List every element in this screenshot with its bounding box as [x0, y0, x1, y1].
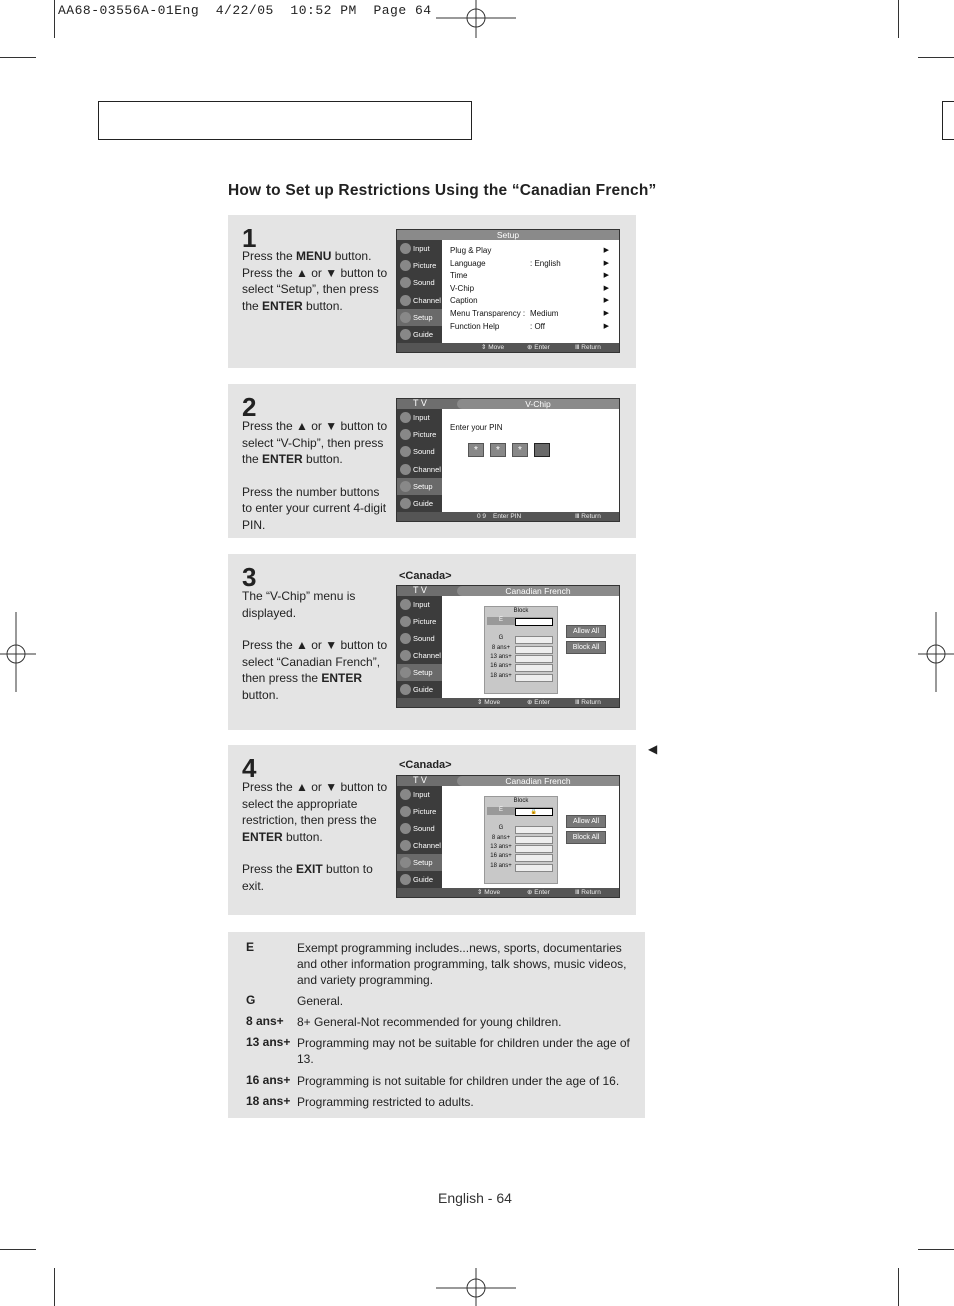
menu-item-input[interactable]: [397, 786, 442, 803]
menu-item-setup[interactable]: [397, 478, 442, 495]
menu-item-icon: [400, 667, 411, 678]
menu-item-icon: [400, 464, 411, 475]
menu-item-guide[interactable]: [397, 326, 442, 343]
rating-row[interactable]: [487, 663, 553, 671]
setup-row[interactable]: [450, 309, 611, 321]
screen-title: Canadian French: [457, 776, 619, 786]
crop-mark: [54, 0, 55, 38]
menu-item-icon: [400, 823, 411, 834]
setup-row[interactable]: [450, 284, 611, 296]
screen-title: Setup: [397, 230, 619, 240]
section-heading: How to Set up Restrictions Using the “Canadian French”: [228, 182, 657, 199]
registration-mark-icon: [918, 612, 954, 692]
menu-item-label: Sound: [413, 278, 435, 288]
menu-item-guide[interactable]: [397, 681, 442, 698]
menu-item-label: Picture: [413, 807, 437, 816]
rating-description: Programming restricted to adults.: [297, 1095, 474, 1109]
menu-item-icon: [400, 633, 411, 644]
menu-item-icon: [400, 429, 411, 440]
step-1-panel: [228, 215, 636, 368]
rating-checkbox[interactable]: [515, 655, 553, 663]
crop-mark: [918, 57, 954, 58]
arrow-right-icon: ▶: [603, 272, 609, 280]
step-2-panel: [228, 384, 636, 538]
arrow-right-icon: ▶: [603, 322, 609, 330]
setup-row-label: Language: [450, 258, 486, 268]
menu-item-icon: [400, 857, 411, 868]
setup-row[interactable]: [450, 322, 611, 334]
crop-mark: [0, 1249, 36, 1250]
menu-item-label: Guide: [413, 875, 434, 884]
rating-description: Programming may not be suitable for children under the age of 13.: [297, 1036, 630, 1066]
menu-item-label: Setup: [413, 481, 433, 491]
registration-mark-icon: [0, 612, 36, 692]
region-label: <Canada>: [399, 570, 452, 582]
rating-checkbox[interactable]: [515, 845, 553, 853]
step-3-text: The “V-Chip” menu is displayed. Press the ▲ or ▼ button to select “Canadian French”, then press the ENTER button.: [242, 589, 388, 702]
rating-checkbox[interactable]: [515, 636, 553, 644]
lock-icon[interactable]: 🔒: [515, 808, 553, 816]
chapter-title-box: [98, 101, 472, 140]
step-4-text: Press the ▲ or ▼ button to select the appropriate restriction, then press the ENTER button. Press the EXIT button to exit.: [242, 780, 388, 893]
menu-item-label: Channel: [413, 295, 441, 305]
step-4-panel: [228, 745, 636, 915]
arrow-right-icon: ▶: [603, 297, 609, 305]
rating-label: 13 ans+: [490, 653, 512, 660]
menu-item-label: Setup: [413, 858, 433, 867]
crop-mark: [898, 0, 899, 38]
setup-row-label: V-Chip: [450, 283, 475, 293]
block-all-button[interactable]: Block All: [566, 831, 606, 844]
setup-row-label: Plug & Play: [450, 246, 492, 255]
menu-item-icon: [400, 840, 411, 851]
tv-label: T V: [413, 398, 427, 408]
setup-row[interactable]: [450, 246, 611, 258]
rating-checkbox[interactable]: [515, 836, 553, 844]
menu-item-icon: [400, 650, 411, 661]
menu-item-label: Sound: [413, 447, 435, 457]
rating-row[interactable]: [487, 635, 553, 643]
screen-footer: ⇕ Move ⊕ Enter Ⅲ Return: [397, 343, 619, 352]
menu-item-input[interactable]: [397, 596, 442, 613]
setup-row[interactable]: [450, 259, 611, 271]
step-number: 4: [242, 753, 257, 783]
rating-term: G: [246, 993, 256, 1007]
menu-item-icon: [400, 498, 411, 509]
menu-item-label: Channel: [413, 464, 441, 474]
tv-screen-canadian-french: [396, 585, 620, 708]
allow-all-button[interactable]: Allow All: [566, 815, 606, 828]
rating-checkbox[interactable]: [515, 646, 553, 654]
step-number: 3: [242, 562, 257, 592]
rating-label: 13 ans+: [490, 843, 512, 850]
rating-row[interactable]: [487, 844, 553, 852]
menu-item-label: Guide: [413, 330, 434, 339]
setup-row-label: Caption: [450, 296, 478, 306]
menu-item-icon: [400, 295, 411, 306]
setup-row-label: Menu Transparency :: [450, 309, 526, 318]
menu-item-label: Input: [413, 244, 430, 253]
rating-row[interactable]: [487, 853, 553, 861]
rating-checkbox[interactable]: [515, 826, 553, 834]
crop-mark: [898, 1268, 899, 1306]
rating-description: 8+ General-Not recommended for young children.: [297, 1015, 562, 1029]
menu-item-channel[interactable]: [397, 647, 442, 664]
menu-item-label: Setup: [413, 312, 433, 322]
setup-row[interactable]: [450, 271, 611, 283]
rating-row[interactable]: [487, 807, 553, 815]
menu-item-icon: [400, 260, 411, 271]
menu-item-label: Channel: [413, 651, 441, 660]
setup-row-value: : Off: [530, 321, 545, 331]
tv-screen-setup: [396, 229, 620, 353]
menu-item-picture[interactable]: [397, 426, 442, 443]
rating-row[interactable]: [487, 654, 553, 662]
screen-footer: ⇕ Move ⊕ Enter Ⅲ Return: [397, 888, 619, 897]
rating-description: Exempt programming includes...news, sports, documentaries and other information programming, talk shows, music videos, and variety programming.: [297, 941, 627, 987]
crop-mark: [54, 1268, 55, 1306]
rating-row[interactable]: [487, 835, 553, 843]
step-1-text: Press the MENU button. Press the ▲ or ▼ button to select “Setup”, then press the ENTER button.: [242, 249, 388, 313]
setup-row-value: Medium: [530, 309, 559, 318]
rating-label: G: [498, 635, 504, 642]
rating-term: E: [246, 940, 255, 954]
menu-item-label: Picture: [413, 617, 437, 626]
tv-label: T V: [413, 585, 427, 595]
rating-term: 13 ans+: [246, 1035, 291, 1049]
menu-item-input[interactable]: [397, 409, 442, 426]
menu-item-picture[interactable]: [397, 257, 442, 274]
rating-checkbox[interactable]: [515, 664, 553, 672]
menu-item-channel[interactable]: [397, 837, 442, 854]
step-number: 1: [242, 223, 257, 253]
menu-item-label: Picture: [413, 261, 437, 271]
arrow-right-icon: ▶: [603, 310, 609, 317]
menu-item-sound[interactable]: [397, 443, 442, 460]
rating-checkbox[interactable]: [515, 618, 553, 626]
menu-item-sound[interactable]: [397, 274, 442, 291]
menu-item-sound[interactable]: [397, 630, 442, 647]
setup-row-label: Function Help: [450, 321, 500, 331]
menu-item-icon: [400, 684, 411, 695]
menu-item-label: Guide: [413, 685, 434, 694]
rating-label: 18 ans+: [490, 672, 512, 679]
page-number: English - 64: [438, 1190, 512, 1206]
menu-item-icon: [400, 312, 411, 323]
setup-row-value: : English: [530, 258, 561, 268]
rating-checkbox[interactable]: [515, 854, 553, 862]
menu-item-setup[interactable]: [397, 309, 442, 326]
rating-row[interactable]: [487, 645, 553, 653]
menu-item-icon: [400, 789, 411, 800]
rating-description: General.: [297, 994, 344, 1008]
crop-mark: [918, 1249, 954, 1250]
side-menu: [397, 409, 442, 512]
menu-item-input[interactable]: [397, 240, 442, 257]
menu-item-label: Sound: [413, 824, 435, 833]
region-label: <Canada>: [399, 759, 452, 771]
crop-mark: [0, 57, 36, 58]
menu-item-label: Picture: [413, 430, 437, 440]
menu-item-picture[interactable]: [397, 803, 442, 820]
side-menu: [397, 786, 442, 888]
menu-item-label: Sound: [413, 634, 435, 643]
rating-label: 16 ans+: [490, 853, 512, 860]
setup-list: [442, 240, 619, 343]
allow-all-button[interactable]: Allow All: [566, 625, 606, 638]
arrow-icon: ◀: [648, 742, 658, 756]
menu-item-channel[interactable]: [397, 461, 442, 478]
setup-row[interactable]: [450, 296, 611, 308]
step-number: 2: [242, 392, 257, 422]
screen-title: Canadian French: [457, 586, 619, 596]
rating-label: 8 ans+: [491, 834, 511, 841]
screen-title: V-Chip: [457, 399, 619, 409]
pin-entry: [442, 409, 619, 512]
rating-label: 16 ans+: [490, 663, 512, 670]
menu-item-icon: [400, 481, 411, 492]
menu-item-icon: [400, 329, 411, 340]
menu-item-label: Input: [413, 600, 430, 609]
pin-digit[interactable]: *: [468, 443, 484, 457]
menu-item-label: Input: [413, 790, 430, 799]
tv-screen-canadian-french-lock: [396, 775, 620, 898]
arrow-right-icon: ▶: [603, 284, 609, 292]
menu-item-icon: [400, 412, 411, 423]
block-table: [484, 606, 558, 694]
rating-label: G: [498, 825, 504, 832]
menu-item-label: Guide: [413, 499, 434, 508]
block-table: [484, 796, 558, 884]
side-menu: [397, 596, 442, 698]
rating-row[interactable]: [487, 825, 553, 833]
rating-checkbox[interactable]: [515, 864, 553, 872]
rating-term: 18 ans+: [246, 1094, 291, 1108]
rating-area: [442, 596, 619, 698]
screen-footer: ⇕ Move ⊕ Enter Ⅲ Return: [397, 698, 619, 707]
tv-screen-vchip: [396, 398, 620, 522]
menu-item-label: Setup: [413, 668, 433, 677]
tv-label: T V: [413, 775, 427, 785]
registration-mark-icon: [436, 1268, 516, 1306]
rating-label: E: [498, 617, 503, 623]
step-3-panel: [228, 554, 636, 730]
menu-item-icon: [400, 599, 411, 610]
step-2-text: Press the ▲ or ▼ button to select “V-Chip”, then press the ENTER button. Press the number buttons to enter your current 4-digit PIN.: [242, 419, 388, 532]
pin-digit[interactable]: *: [490, 443, 506, 457]
rating-description: Programming is not suitable for children under the age of 16.: [297, 1074, 620, 1088]
rating-term: 16 ans+: [246, 1073, 291, 1087]
menu-item-icon: [400, 243, 411, 254]
rating-label: 18 ans+: [490, 862, 512, 869]
rating-row[interactable]: [487, 863, 553, 871]
block-header: Block: [513, 798, 529, 804]
menu-item-setup[interactable]: [397, 664, 442, 681]
menu-item-channel[interactable]: [397, 292, 442, 309]
rating-area: [442, 786, 619, 888]
block-all-button[interactable]: Block All: [566, 641, 606, 654]
menu-item-label: Input: [413, 413, 430, 422]
side-menu: [397, 240, 442, 343]
menu-item-guide[interactable]: [397, 495, 442, 512]
pin-digit[interactable]: [534, 443, 550, 457]
menu-item-icon: [400, 806, 411, 817]
menu-item-setup[interactable]: [397, 854, 442, 871]
side-tab: [942, 101, 954, 140]
menu-item-icon: [400, 874, 411, 885]
print-header: AA68-03556A-01Eng 4/22/05 10:52 PM Page 64: [58, 3, 432, 18]
menu-item-sound[interactable]: [397, 820, 442, 837]
menu-item-picture[interactable]: [397, 613, 442, 630]
arrow-right-icon: ▶: [603, 259, 609, 267]
setup-row-label: Time: [450, 271, 468, 281]
pin-digit[interactable]: *: [512, 443, 528, 457]
menu-item-guide[interactable]: [397, 871, 442, 888]
menu-item-icon: [400, 616, 411, 627]
menu-item-label: Channel: [413, 841, 441, 850]
rating-label: E: [498, 807, 503, 813]
registration-mark-icon: [436, 0, 516, 40]
menu-item-icon: [400, 277, 411, 288]
rating-label: 8 ans+: [491, 644, 511, 651]
rating-term: 8 ans+: [246, 1014, 284, 1028]
arrow-right-icon: ▶: [603, 247, 609, 254]
rating-row[interactable]: [487, 673, 553, 681]
screen-footer: 0 9 Enter PIN Ⅲ Return: [397, 512, 619, 521]
block-header: Block: [513, 608, 529, 614]
pin-prompt: Enter your PIN: [450, 423, 503, 432]
rating-checkbox[interactable]: [515, 674, 553, 682]
rating-row[interactable]: [487, 617, 553, 625]
menu-item-icon: [400, 446, 411, 457]
rating-definitions: [228, 932, 645, 1118]
